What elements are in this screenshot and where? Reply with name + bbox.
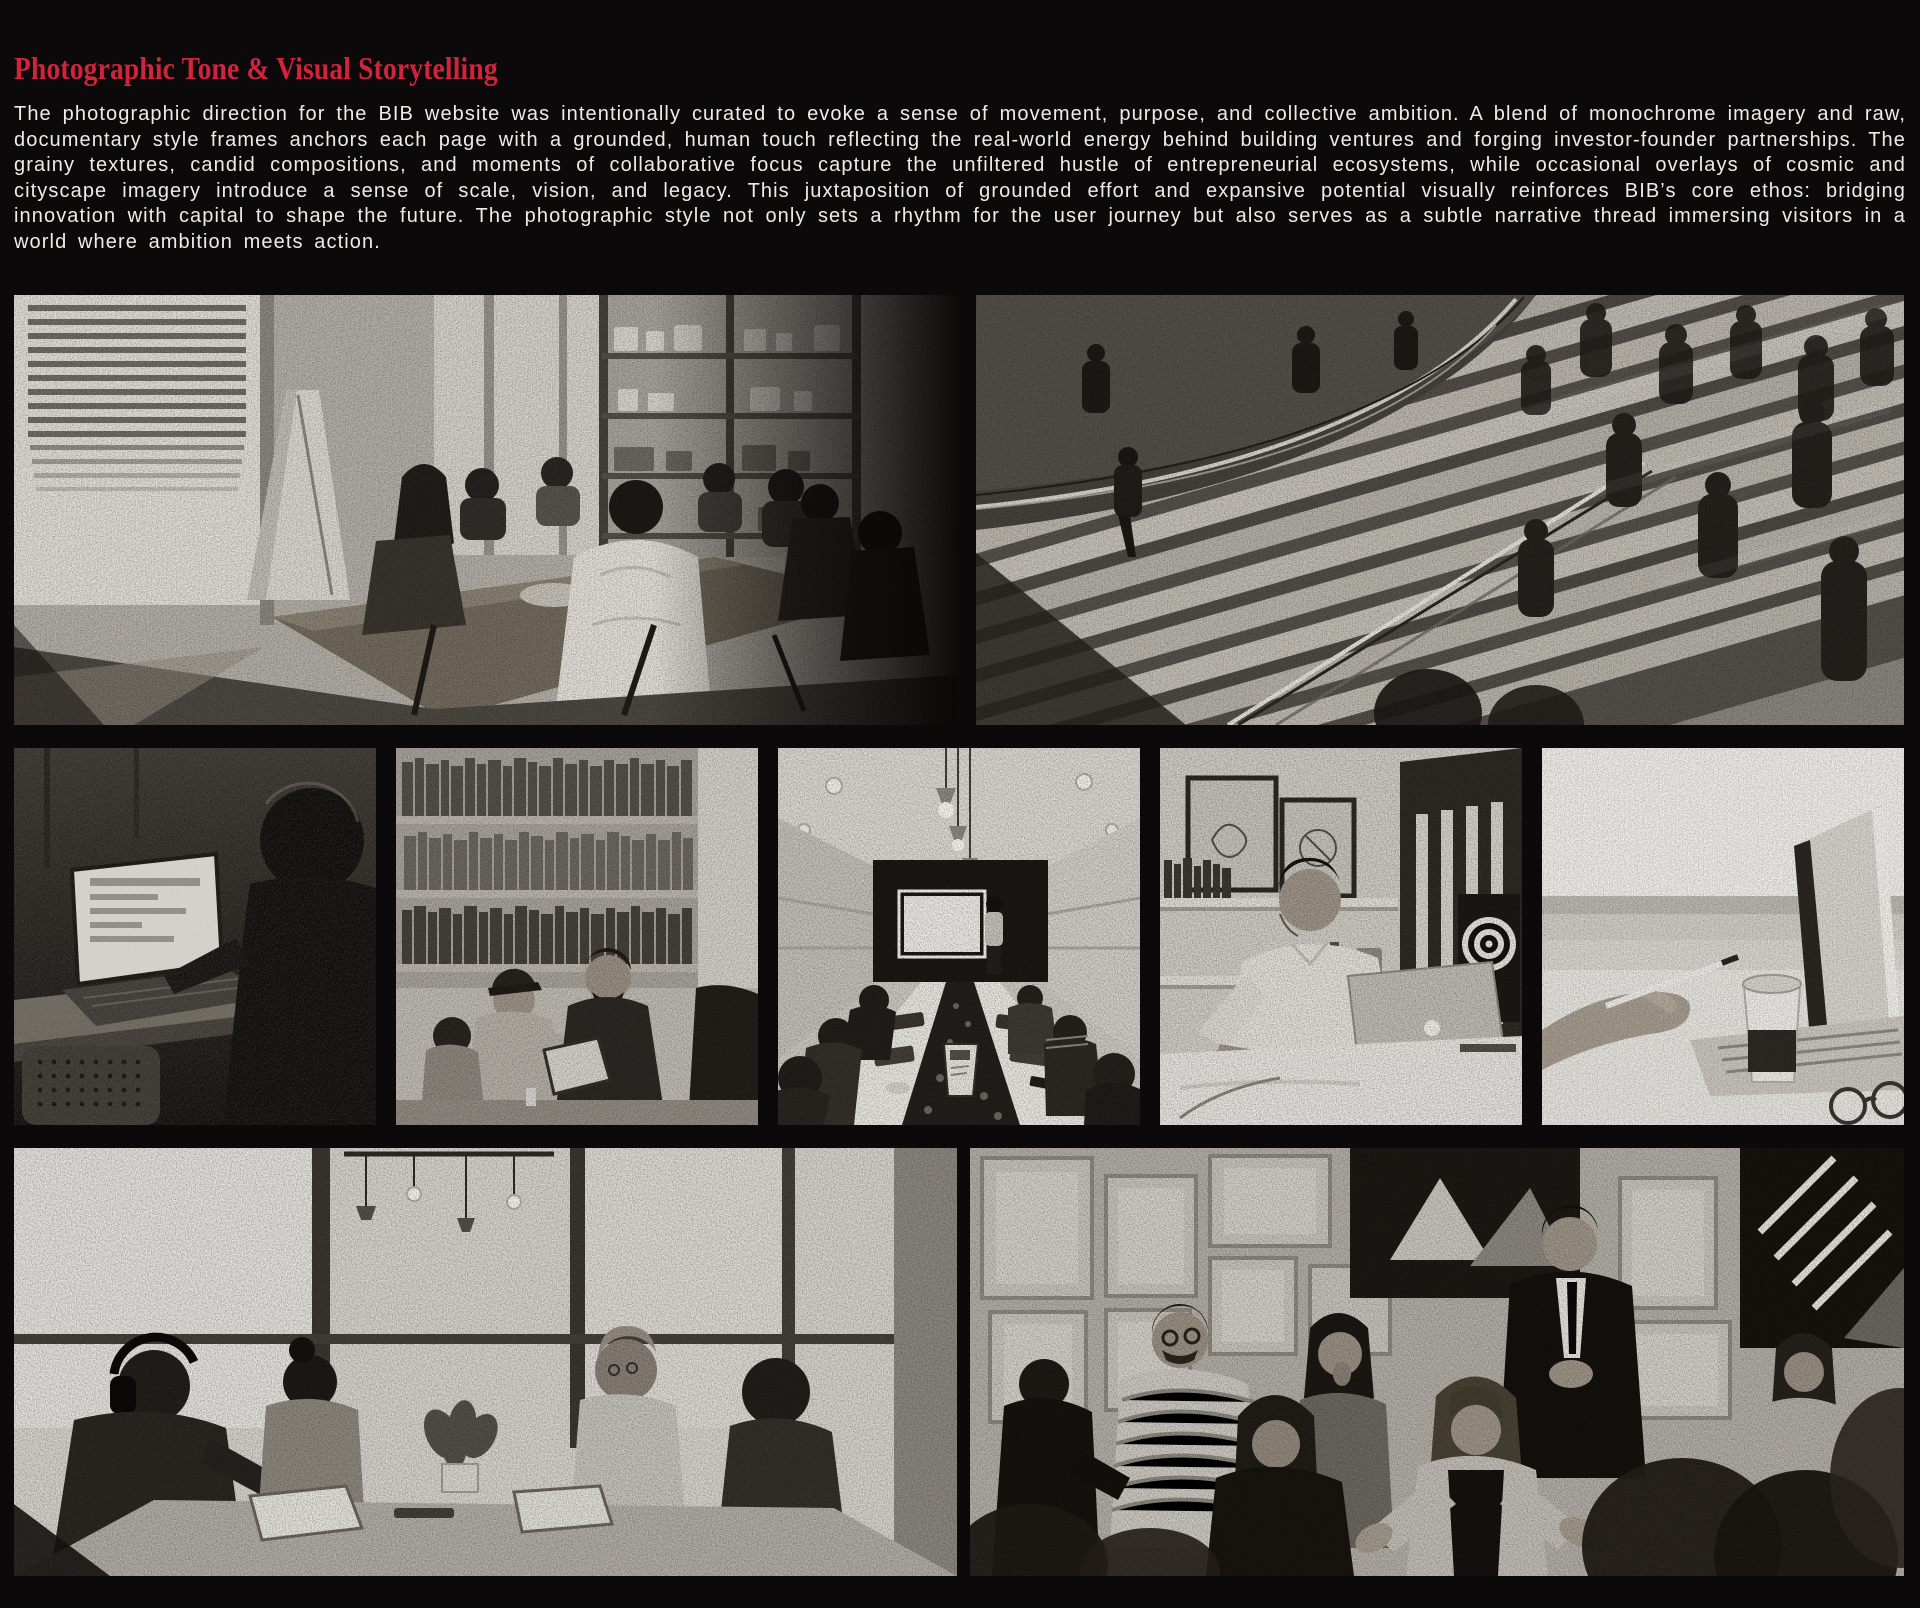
photo-laptop-silhouette: [14, 748, 376, 1125]
photo-library-group-illustration: [396, 748, 758, 1125]
photo-laptop-coffee-illustration: [1542, 748, 1904, 1125]
photo-cafe-team-illustration: [14, 295, 957, 725]
photo-founder-desk-illustration: [1160, 748, 1522, 1125]
intro-paragraph: The photographic direction for the BIB website was intentionally curated to evoke a sense of movement, purpose, and collective ambition. A blend of monochrome imagery and raw, documentary style frames anchors each page with a grounded, human touch reflecting the real-world energy behind building ventures and forging investor-founder partnerships. The grainy textures, candid compositions, and moments of collaborative focus capture the unfiltered hustle of entrepreneurial ecosystems, while occasional overlays of cosmic and cityscape imagery introduce a sense of scale, vision, and legacy. This juxtaposition of grounded effort and expansive potential visually reinforces BIB’s core ethos: bridging innovation with capital to shape the future. The photographic style not only sets a rhythm for the user journey but also serves as a subtle narrative thread immersing visitors in a world where ambition meets action.: [14, 103, 1906, 253]
photo-laptop-silhouette-illustration: [14, 748, 376, 1125]
photo-cafe-team: [14, 295, 957, 725]
photo-headphones-work-illustration: [14, 1148, 957, 1576]
photo-library-group: [396, 748, 758, 1125]
section-title: Photographic Tone & Visual Storytelling: [14, 50, 498, 86]
photo-laptop-coffee: [1542, 748, 1904, 1125]
photo-staircase-crowd: [976, 295, 1904, 725]
photo-founder-desk: [1160, 748, 1522, 1125]
photo-staircase-crowd-illustration: [976, 295, 1904, 725]
photo-panel-discussion-illustration: [970, 1148, 1904, 1576]
photo-headphones-work: [14, 1148, 957, 1576]
photo-meeting-room-illustration: [778, 748, 1140, 1125]
photo-panel-discussion: [970, 1148, 1904, 1576]
photo-meeting-room: [778, 748, 1140, 1125]
